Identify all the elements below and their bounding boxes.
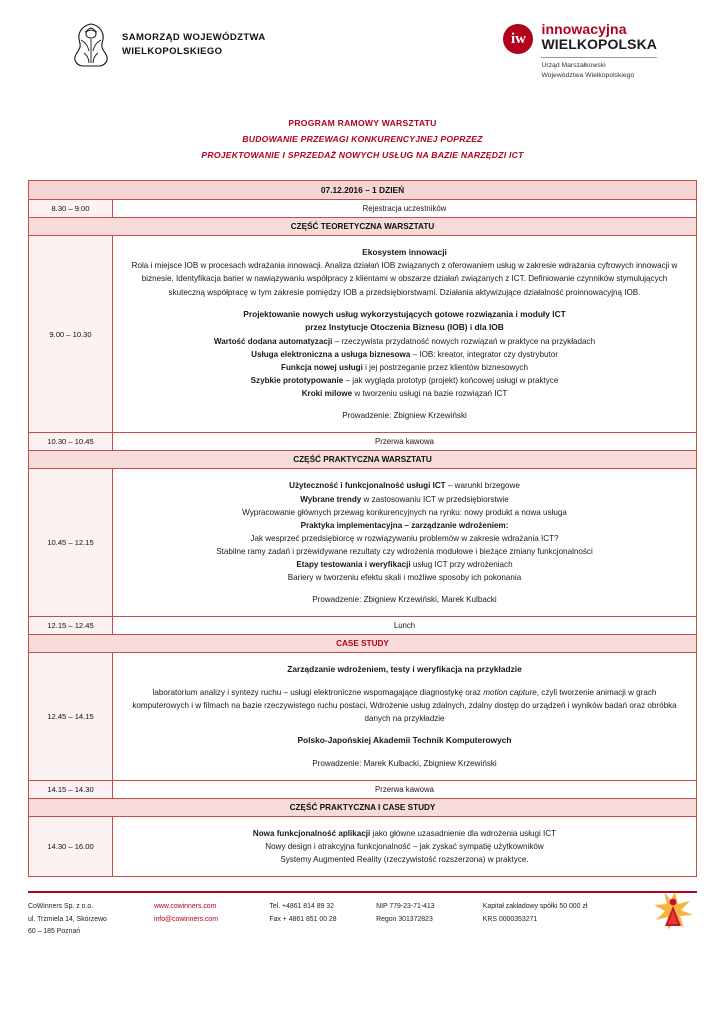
- footer-tax: [376, 901, 483, 937]
- block-heading: Ekosystem innowacji: [362, 246, 447, 257]
- line-bold: Praktyka implementacyjna – zarządzanie wdrożeniem:: [300, 520, 509, 530]
- footer-street: ul. Trzmiela 14, Skórzewo: [28, 915, 107, 923]
- footer-nip: NIP 779-23-71-413: [376, 903, 435, 911]
- footer-tel: Tel. +4861 814 89 32: [269, 903, 334, 911]
- footer-website-link[interactable]: www.cowinners.com: [153, 903, 217, 911]
- row-time: 9.00 – 10.30: [29, 235, 113, 433]
- line-rest: Systemy Augmented Reality (rzeczywistość rozszerzona) w praktyce.: [280, 855, 529, 865]
- line: [129, 532, 680, 545]
- document-header: [28, 22, 697, 94]
- title-line1: PROGRAM RAMOWY WARSZTATU: [288, 118, 437, 128]
- line: [129, 558, 680, 571]
- bullet-rest: w tworzeniu usługi na bazie rozwiązań ICT: [352, 389, 508, 399]
- table-row: [29, 617, 697, 635]
- document-footer: [28, 901, 697, 937]
- program-schedule-table: [28, 180, 697, 878]
- bullet-line: [129, 374, 680, 387]
- bullet-bold: Usługa elektroniczna a usługa biznesowa: [251, 349, 411, 359]
- row-text: Przerwa kawowa: [113, 781, 697, 799]
- line: [129, 519, 680, 532]
- table-row-day-header: [29, 180, 697, 199]
- table-row-section: [29, 217, 697, 235]
- bullet-line: [129, 348, 680, 361]
- samorzad-label: [122, 31, 266, 60]
- line-bold: Nowa funkcjonalność aplikacji: [252, 829, 371, 839]
- line-rest: – warunki brzegowe: [445, 481, 520, 491]
- block-presenter: Prowadzenie: Zbigniew Krzewiński: [342, 411, 467, 421]
- row-time: 12.45 – 14.15: [29, 653, 113, 781]
- bullet-bold: Kroki milowe: [301, 389, 353, 399]
- footer-registry: [483, 901, 607, 937]
- line-bold: Etapy testowania i weryfikacji: [296, 560, 411, 570]
- bullet-line: [129, 361, 680, 374]
- table-row-section: [29, 799, 697, 817]
- urzad-line2: Województwa Wielkopolskiego: [541, 72, 635, 80]
- table-row: [29, 433, 697, 451]
- bullet-bold: Szybkie prototypowanie: [250, 376, 344, 386]
- iw-monogram-icon: iw: [503, 24, 533, 54]
- line-rest: Bariery w tworzeniu efektu skali i możliwe sposoby ich pokonania: [287, 573, 522, 583]
- bullet-line: [129, 387, 680, 400]
- footer-divider: [28, 891, 697, 893]
- title-line2: BUDOWANIE PRZEWAGI KONKURENCYJNEJ POPRZEZ: [242, 133, 483, 144]
- line-rest: w zastosowaniu ICT w przedsiębiorstwie: [361, 494, 509, 504]
- block-presenter: Prowadzenie: Marek Kulbacki, Zbigniew Krzewiński: [312, 759, 497, 769]
- table-row: [29, 817, 697, 877]
- innowacyjna-label: innowacyjna: [541, 21, 627, 37]
- row-time: 14.30 – 16.00: [29, 817, 113, 877]
- row-time: 14.15 – 14.30: [29, 781, 113, 799]
- samorzad-line1: SAMORZĄD WOJEWÓDZTWA: [122, 31, 266, 43]
- table-row-section: [29, 635, 697, 653]
- block-heading2-line1: Projektowanie nowych usług wykorzystujących gotowe rozwiązania i moduły ICT: [243, 308, 566, 319]
- block-heading2-line2: przez Instytucje Otoczenia Biznesu (IOB) i dla IOB: [305, 322, 504, 333]
- block-presenter: Prowadzenie: Zbigniew Krzewiński, Marek Kulbacki: [312, 595, 497, 605]
- footer-fax: Fax + 4861 851 00 28: [269, 915, 337, 923]
- bullet-rest: – IOB: kreator, integrator czy dystrybutor: [410, 349, 558, 359]
- line-rest: jako główne uzasadnienie dla wdrożenia usługi ICT: [370, 829, 557, 839]
- footer-phone: [269, 901, 376, 937]
- logo-samorzad-wielkopolskiego: [72, 22, 266, 68]
- bullet-rest: – rzeczywista przydatność nowych rozwiązań w praktyce na przykładach: [332, 336, 596, 346]
- footer-krs: KRS 0000353271: [482, 915, 538, 923]
- urzad-marszalkowski-label: [541, 57, 657, 81]
- table-row: [29, 235, 697, 433]
- line-rest: Wypracowanie głównych przewag konkurencyjnych na rynku: nowy produkt a nowa usługa: [242, 507, 567, 517]
- samorzad-line2: WIELKOPOLSKIEGO: [122, 46, 223, 57]
- line-bold: Użyteczność i funkcjonalność usługi ICT: [289, 481, 446, 491]
- row-time: 8.30 – 9.00: [29, 199, 113, 217]
- block-heading: Zarządzanie wdrożeniem, testy i weryfikacja na przykładzie: [287, 664, 522, 675]
- bullet-rest: i jej postrzeganie przez klientów biznesowych: [362, 363, 528, 373]
- bullet-rest: – jak wygląda prototyp (projekt) końcowej usługi w praktyce: [343, 376, 559, 386]
- page-title: [28, 116, 697, 164]
- bullet-bold: Funkcja nowej usługi: [281, 363, 363, 373]
- row-content: [113, 235, 697, 433]
- table-row: [29, 199, 697, 217]
- line-rest: Stabilne ramy zadań i przewidywane rezultaty czy wdrożenia modułowe i bieżące zmiany funkcjonalności: [216, 547, 593, 557]
- row-time: 10.30 – 10.45: [29, 433, 113, 451]
- paragraph-part: , czyli tworzenie animacji w grach komputerowych i w filmach na bazie rzeczywistego ruchu postaci, Wdrożenie usług zdalnych, zdalny dostęp do urządzeń i wyników badań oraz obróbka danych na przykładzie: [132, 688, 677, 724]
- row-time: 10.45 – 12.15: [29, 469, 113, 617]
- block-institution: Polsko-Japońskiej Akademii Technik Komputerowych: [297, 735, 512, 746]
- row-time: 12.15 – 12.45: [29, 617, 113, 635]
- table-row: [29, 653, 697, 781]
- table-row: [29, 469, 697, 617]
- line: [129, 479, 680, 492]
- row-content: [113, 817, 697, 877]
- row-content: [113, 653, 697, 781]
- table-row-section: [29, 451, 697, 469]
- section-title: CZĘŚĆ PRAKTYCZNA I CASE STUDY: [29, 799, 697, 817]
- line: [129, 853, 680, 866]
- bullet-bold: Wartość dodana automatyzacji: [213, 336, 333, 346]
- footer-city: 60 – 185 Poznań: [28, 927, 81, 935]
- title-line3: PROJEKTOWANIE I SPRZEDAŻ NOWYCH USŁUG NA BAZIE NARZĘDZI ICT: [201, 149, 524, 160]
- paragraph-part: laboratorium analizy i syntezy ruchu – usługi elektroniczne wspomagające diagnostykę oraz: [152, 688, 484, 698]
- row-text: Rejestracja uczestników: [113, 199, 697, 217]
- footer-web: [154, 901, 269, 937]
- line: [129, 506, 680, 519]
- table-row: [29, 781, 697, 799]
- footer-address: [28, 901, 154, 937]
- row-content: [113, 469, 697, 617]
- line: [129, 493, 680, 506]
- section-title: CASE STUDY: [29, 635, 697, 653]
- footer-regon: Regon 301372823: [376, 915, 433, 923]
- section-title: CZĘŚĆ PRAKTYCZNA WARSZTATU: [29, 451, 697, 469]
- line: [129, 545, 680, 558]
- footer-email-link[interactable]: info@cowinners.com: [153, 915, 218, 923]
- wielkopolska-label: WIELKOPOLSKA: [541, 36, 657, 53]
- line: [129, 827, 680, 840]
- block-paragraph: Rola i miejsce IOB w procesach wdrażania innowacji. Analiza działań IOB związanych z oferowaniem usług w zakresie wdrażania cyfrowych innowacji w biznesie. Identyfikacja barier w nawiązywaniu współpracy z klientami w obszarze działań związanych z ICT. Definiowanie czynników stymulujących skuteczną współpracę w tym zakresie pomiędzy IOB a przedsiębiorstwami. Działania aktywizujące działalność proinnowacyjną IOB.: [131, 261, 678, 297]
- day-header-cell: 07.12.2016 – 1 DZIEŃ: [29, 180, 697, 199]
- bullet-line: [129, 335, 680, 348]
- polish-eagle-coat-of-arms-icon: [72, 22, 110, 68]
- line-rest: usług ICT przy wdrożeniach: [410, 560, 513, 570]
- section-title: CZĘŚĆ TEORETYCZNA WARSZTATU: [29, 217, 697, 235]
- line-bold: Wybrane trendy: [300, 494, 362, 504]
- block-paragraph: [129, 686, 680, 725]
- footer-capital: Kapitał zakładowy spółki 50 000 zł: [482, 903, 588, 911]
- line-rest: Nowy design i atrakcyjna funkcjonalność – jak zyskać sympatię użytkowników: [265, 842, 544, 852]
- line-rest: Jak wesprzeć przedsiębiorcę w rozwiązywaniu problemów w zakresie wdrażania ICT?: [250, 533, 559, 543]
- logo-innowacyjna-wielkopolska: [503, 22, 657, 81]
- row-text: Przerwa kawowa: [113, 433, 697, 451]
- line: [129, 571, 680, 584]
- footer-company: CoWinners Sp. z o.o.: [28, 903, 94, 911]
- cowinners-logo-icon: [623, 888, 697, 950]
- paragraph-italic: motion capture: [483, 688, 537, 698]
- urzad-line1: Urząd Marszałkowski: [541, 62, 606, 70]
- row-text: Lunch: [113, 617, 697, 635]
- line: [129, 840, 680, 853]
